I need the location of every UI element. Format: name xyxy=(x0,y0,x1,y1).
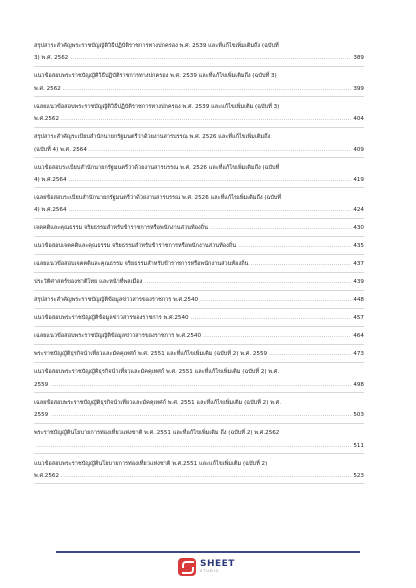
logo-brand-sub: STUDIO xyxy=(200,569,220,574)
footer-divider xyxy=(56,551,360,553)
toc-entry-title: แนวข้อสอบพระราชบัญญัติข้อมูลข่าวสารของราชการ พ.ศ.2540 xyxy=(34,315,189,322)
toc-entry-title: สรุปสาระสำคัญพระราชบัญญัติวิธีปฏิบัติราชการทางปกครอง พ.ศ. 2539 และที่แก้ไขเพิ่มเติมถึง (ฉบับที่ xyxy=(34,43,279,49)
sheet-logo-icon xyxy=(178,558,196,576)
toc-entry[interactable] xyxy=(34,162,364,189)
toc-entry-title: พระราชบัญญัตินโยบายการท่องเที่ยวแห่งชาติ พ.ศ. 2551 และที่แก้ไขเพิ่มเติม ถึง (ฉบับที่ 2) พ.ศ.2562 xyxy=(34,430,280,437)
toc-leader-dots xyxy=(69,204,352,216)
toc-leader-dots xyxy=(210,222,351,234)
table-of-contents xyxy=(34,40,364,488)
toc-entry-title: แนวข้อสอบเจตคติและคุณธรรม จริยธรรมสำหรับข้าราชการหรือพนักงานส่วนท้องถิ่น xyxy=(34,243,237,250)
toc-entry[interactable] xyxy=(34,397,364,424)
toc-entry-title: เฉลยข้อสอบพระราชบัญญัติธุรกิจนำเที่ยวและมัคคุเทศก์ พ.ศ. 2551 และที่แก้ไขเพิ่มเติม (ฉบับที่ 2) พ.ศ. xyxy=(34,399,281,406)
toc-page-number: 464 xyxy=(353,333,364,340)
toc-page-number: 389 xyxy=(353,55,364,62)
toc-entry[interactable] xyxy=(34,348,364,362)
sheet-logo xyxy=(178,556,235,578)
toc-entry-title: แนวข้อสอบระเบียบสำนักนายกรัฐมนตรีว่าด้วยงานสารบรรณ พ.ศ. 2526 และที่แก้ไขเพิ่มเติมถึง (ฉบับที่ xyxy=(34,164,280,171)
toc-entry[interactable] xyxy=(34,458,364,485)
toc-entry-title: (ฉบับที่ 4) พ.ศ. 2564 xyxy=(34,146,87,153)
toc-entry-title: สรุปสาระสำคัญระเบียบสำนักนายกรัฐมนตรีว่าด้วยงานสารบรรณ พ.ศ. 2526 และที่แก้ไขเพิ่มเติมถึง xyxy=(34,134,271,141)
toc-entry[interactable] xyxy=(34,222,364,236)
toc-entry-title: 4) พ.ศ.2564 xyxy=(34,207,67,214)
toc-entry[interactable] xyxy=(34,70,364,97)
toc-entry-title: 3) พ.ศ. 2562 xyxy=(34,55,69,62)
toc-page-number: 457 xyxy=(353,315,364,322)
toc-entry-title: เฉลยแนวข้อสอบเจตคติและคุณธรรม จริยธรรมสำหรับข้าราชการหรือพนักงานส่วนท้องถิ่น xyxy=(34,261,249,268)
toc-page-number: 437 xyxy=(353,261,364,268)
toc-leader-dots xyxy=(144,276,351,288)
logo-brand-name: SHEET xyxy=(200,559,235,570)
toc-page-number: 473 xyxy=(353,351,364,358)
toc-entry-title: สรุปสาระสำคัญพระราชบัญญัติข้อมูลข่าวสารของราชการ พ.ศ.2540 xyxy=(34,297,199,304)
toc-entry-title: พระราชบัญญัติธุรกิจนำเที่ยวและมัคคุเทศก์ พ.ศ. 2551 และที่แก้ไขเพิ่มเติม (ฉบับที่ 2) พ.ศ. 2559 xyxy=(34,351,268,358)
toc-page-number: 511 xyxy=(353,442,364,449)
toc-leader-dots xyxy=(200,294,351,306)
toc-entry-title: พ.ศ.2562 xyxy=(34,116,60,123)
toc-entry-title: เจตคติและคุณธรรม จริยธรรมสำหรับข้าราชการหรือพนักงานส่วนท้องถิ่น xyxy=(34,225,208,232)
toc-entry[interactable] xyxy=(34,101,364,128)
toc-page-number: 498 xyxy=(353,381,364,388)
toc-entry-title: แนวข้อสอบพระราชบัญญัติธุรกิจนำเที่ยวและมัคคุเทศก์ พ.ศ. 2551 และที่แก้ไขเพิ่มเติม (ฉบับที่ 2) พ.ศ. xyxy=(34,369,280,376)
toc-leader-dots xyxy=(250,258,351,270)
toc-leader-dots xyxy=(238,240,351,252)
toc-leader-dots xyxy=(89,144,351,156)
toc-leader-dots xyxy=(50,409,351,421)
toc-leader-dots xyxy=(203,330,351,342)
toc-leader-dots xyxy=(63,83,352,95)
toc-page-number: 399 xyxy=(353,85,364,92)
toc-entry-title: 2559 xyxy=(34,381,49,388)
toc-page-number: 448 xyxy=(353,297,364,304)
toc-entry[interactable] xyxy=(34,312,364,326)
toc-entry[interactable] xyxy=(34,40,364,67)
toc-entry[interactable] xyxy=(34,427,364,454)
toc-entry-title: แนวข้อสอบพระราชบัญญัติวิธีปฏิบัติราชการทางปกครอง พ.ศ. 2539 และที่แก้ไขเพิ่มเติมถึง (ฉบับที่ 3) xyxy=(34,73,277,80)
toc-entry-title: 4) พ.ศ.2564 xyxy=(34,177,67,184)
toc-entry[interactable] xyxy=(34,240,364,254)
toc-leader-dots xyxy=(69,174,352,186)
toc-leader-dots xyxy=(36,440,351,452)
toc-page-number: 424 xyxy=(353,207,364,214)
toc-page-number: 409 xyxy=(353,146,364,153)
toc-entry-title: เฉลยแนวข้อสอบพระราชบัญญัติข้อมูลข่าวสารของราชการ พ.ศ.2540 xyxy=(34,333,202,340)
toc-entry[interactable] xyxy=(34,330,364,344)
toc-leader-dots xyxy=(269,348,351,360)
toc-entry-title: เฉลยแนวข้อสอบพระราชบัญญัติวิธีปฏิบัติราชการทางปกครอง พ.ศ. 2539 และแก้ไขเพิ่มเติม (ฉบับที่ 3) xyxy=(34,103,280,110)
toc-entry-title: พ.ศ. 2562 xyxy=(34,85,61,92)
toc-leader-dots xyxy=(61,113,351,125)
toc-entry[interactable] xyxy=(34,192,364,219)
toc-entry[interactable] xyxy=(34,258,364,272)
toc-page-number: 430 xyxy=(353,225,364,232)
toc-page-number: 404 xyxy=(353,116,364,123)
toc-entry[interactable] xyxy=(34,131,364,158)
toc-entry-title: เฉลยข้อสอบระเบียบสำนักนายกรัฐมนตรีว่าด้วยงานสารบรรณ พ.ศ. 2526 และที่แก้ไขเพิ่มเติมถึง (ฉบับที่ xyxy=(34,195,282,202)
toc-leader-dots xyxy=(70,52,351,64)
toc-entry[interactable] xyxy=(34,366,364,393)
toc-page-number: 503 xyxy=(353,412,364,419)
toc-page-number: 435 xyxy=(353,243,364,250)
toc-leader-dots xyxy=(191,312,352,324)
toc-entry-title: ประวัติศาสตร์ของชาติไทย และหน้าที่พลเมือง xyxy=(34,279,143,286)
toc-leader-dots xyxy=(61,470,351,482)
toc-page-number: 523 xyxy=(353,473,364,480)
toc-entry[interactable] xyxy=(34,294,364,308)
toc-entry-title: แนวข้อสอบพระราชบัญญัตินโยบายการท่องเที่ยวแห่งชาติ พ.ศ.2551 และแก้ไขเพิ่มเติม (ฉบับที่ 2) xyxy=(34,460,268,467)
toc-entry-title: พ.ศ.2562 xyxy=(34,473,60,480)
toc-leader-dots xyxy=(50,379,351,391)
toc-page-number: 419 xyxy=(353,177,364,184)
toc-entry[interactable] xyxy=(34,276,364,290)
toc-page-number: 439 xyxy=(353,279,364,286)
toc-entry-title: 2559 xyxy=(34,412,49,419)
